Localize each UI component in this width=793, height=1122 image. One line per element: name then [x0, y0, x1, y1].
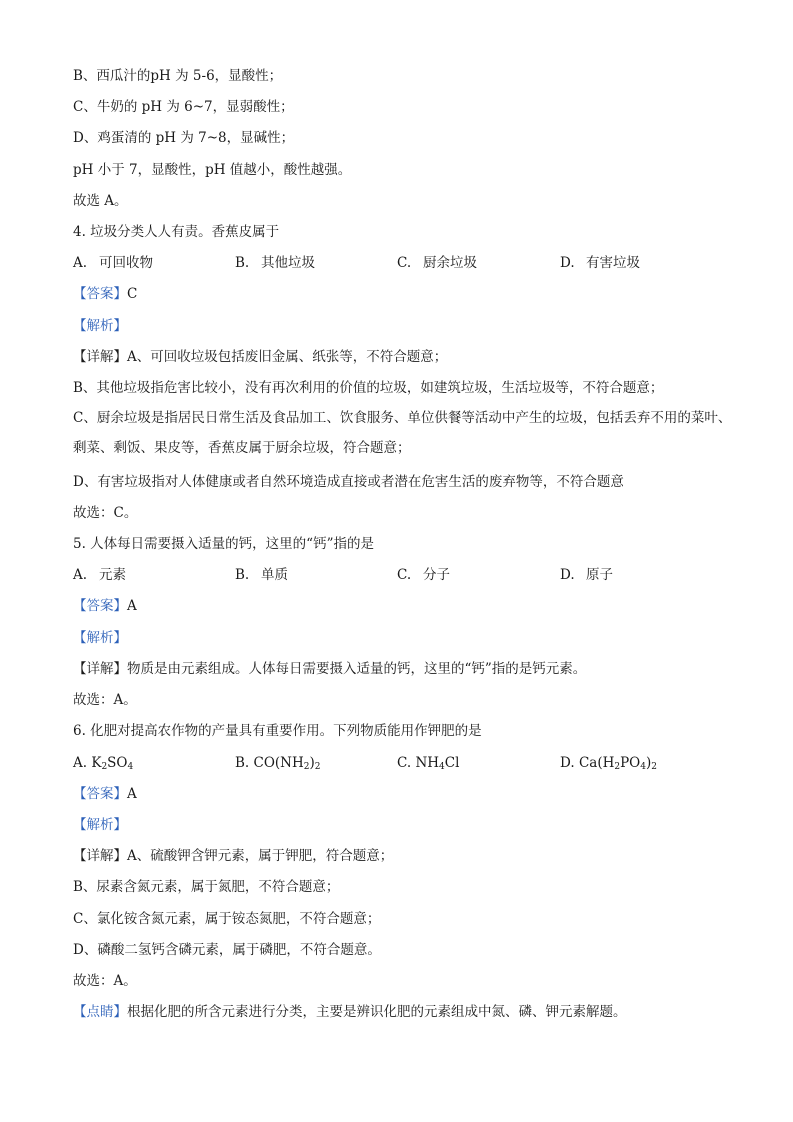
q6-detail-c: C、氯化铵含氮元素，属于铵态氮肥，不符合题意； [73, 911, 381, 927]
detail-tag: 【详解】 [73, 349, 127, 365]
q6-detail-b: B、尿素含氮元素，属于氮肥，不符合题意； [73, 879, 340, 895]
q6-detail-a: 【详解】A、硫酸钾含钾元素，属于钾肥，符合题意； [73, 848, 394, 864]
q5-option-b: B. 单质 [235, 567, 288, 583]
q6-answer [73, 784, 137, 804]
q4-option-b: B. 其他垃圾 [235, 255, 315, 271]
q4-option-a: A. 可回收物 [73, 255, 153, 271]
q4-options [73, 253, 773, 273]
q3-summary: pH 小于 7，显酸性，pH 值越小，酸性越强。 [73, 162, 352, 178]
q4-detail-a: 【详解】A、可回收垃圾包括废旧金属、纸张等，不符合题意； [73, 349, 448, 365]
q4-choice: 故选：C。 [73, 505, 138, 521]
q6-option-b: B. $CO(NH_2)_2$ [235, 755, 321, 772]
q5-option-a: A. 元素 [73, 567, 126, 583]
q6-detail-d: D、磷酸二氢钙含磷元素，属于磷肥，不符合题意。 [73, 942, 381, 958]
q6-option-a: A. $K_2SO_4$ [73, 755, 134, 772]
q4-detail-d: D、有害垃圾指对人体健康或者自然环境造成直接或者潜在危害生活的废弃物等，不符合题意 [73, 474, 624, 490]
q6-analysis-tag: 【解析】 [73, 817, 127, 833]
q3-choice: 故选 A。 [73, 193, 128, 209]
q5-options [73, 565, 773, 585]
answer-value: A [127, 786, 137, 802]
q5-detail: 【详解】物质是由元素组成。人体每日需要摄入适量的钙，这里的“钙”指的是钙元素。 [73, 661, 587, 677]
answer-value: A [127, 598, 137, 614]
q4-detail-c: C、厨余垃圾是指居民日常生活及食品加工、饮食服务、单位供餐等活动中产生的垃圾，包括丢弃不用的菜叶、剩菜、剩饭、果皮等，香蕉皮属于厨余垃圾，符合题意； [73, 410, 732, 456]
q4-analysis-tag: 【解析】 [73, 318, 127, 334]
q4-option-c: C. 厨余垃圾 [397, 255, 477, 271]
answer-tag: 【答案】 [73, 786, 127, 802]
q5-option-d: D. 原子 [560, 567, 613, 583]
q6-options [73, 753, 773, 773]
q6-comment: 【点睛】根据化肥的所含元素进行分类，主要是辨识化肥的元素组成中氮、磷、钾元素解题。 [73, 1004, 627, 1020]
q5-choice: 故选：A。 [73, 692, 137, 708]
q5-answer [73, 596, 137, 616]
q4-option-d: D. 有害垃圾 [560, 255, 640, 271]
q4-detail-b: B、其他垃圾指危害比较小，没有再次利用的价值的垃圾，如建筑垃圾，生活垃圾等，不符合题意； [73, 380, 664, 396]
q4-answer [73, 284, 137, 304]
answer-tag: 【答案】 [73, 598, 127, 614]
detail-tag: 【详解】 [73, 661, 127, 677]
q6-option-c: C. $NH_4Cl$ [397, 755, 460, 772]
q6-choice: 故选：A。 [73, 973, 137, 989]
q6-option-d: D. $Ca(H_2PO_4)_2$ [560, 755, 657, 772]
q5-stem: 5. 人体每日需要摄入适量的钙，这里的“钙”指的是 [73, 536, 374, 552]
answer-value: C [127, 286, 138, 302]
q3-explanation-b: B、西瓜汁的pH 为 5-6，显酸性； [73, 68, 283, 84]
detail-tag: 【详解】 [73, 848, 127, 864]
q4-stem: 4. 垃圾分类人人有责。香蕉皮属于 [73, 224, 280, 240]
q3-explanation-d: D、鸡蛋清的 pH 为 7~8，显碱性； [73, 130, 295, 146]
q5-option-c: C. 分子 [397, 567, 450, 583]
q5-analysis-tag: 【解析】 [73, 630, 127, 646]
comment-tag: 【点睛】 [73, 1004, 127, 1020]
q6-stem: 6. 化肥对提高农作物的产量具有重要作用。下列物质能用作钾肥的是 [73, 723, 482, 739]
answer-tag: 【答案】 [73, 286, 127, 302]
q3-explanation-c: C、牛奶的 pH 为 6~7，显弱酸性； [73, 99, 294, 115]
